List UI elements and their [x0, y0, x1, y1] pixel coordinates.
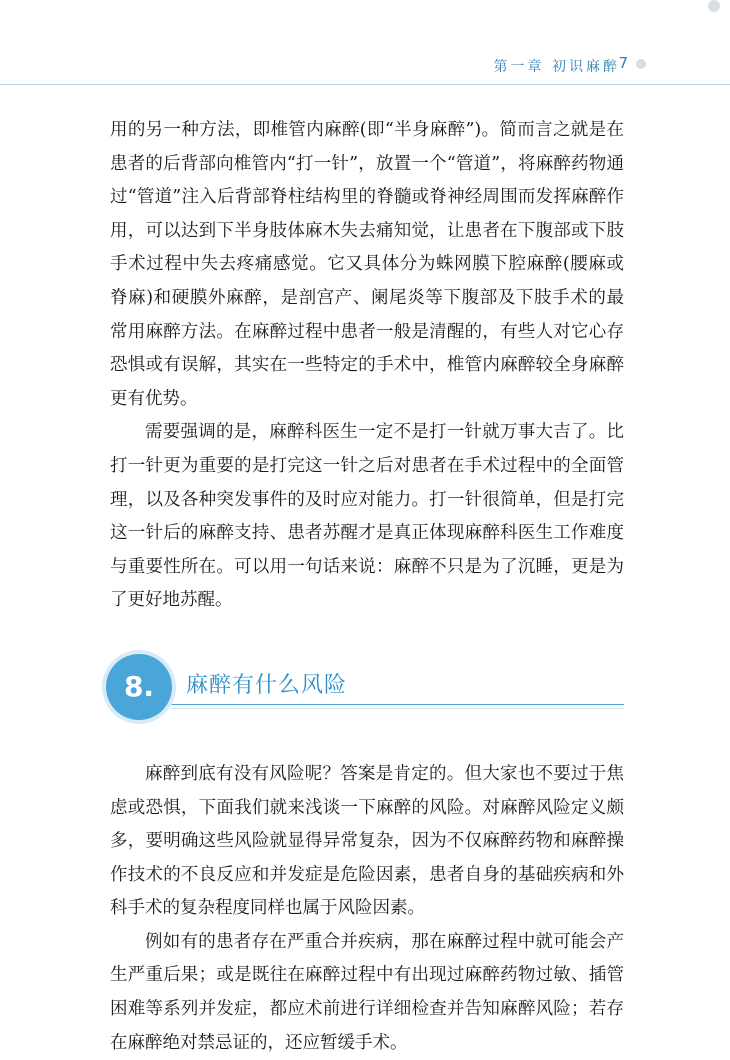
- paragraph-1: 用的另一种方法，即椎管内麻醉(即“半身麻醉”)。简而言之就是在患者的后背部向椎管内“打一针”，放置一个“管道”，将麻醉药物通过“管道”注入后背部脊柱结构里的脊髓或脊神经周围而发挥麻醉作用，可以达到下半身肢体麻木失去痛知觉，让患者在下腹部或下肢手术过程中失去疼痛感觉。它又具体分为蛛网膜下腔麻醉(腰麻或脊麻)和硬膜外麻醉，是剖宫产、阑尾炎等下腹部及下肢手术的最常用麻醉方法。在麻醉过程中患者一般是清醒的，有些人对它心存恐惧或有误解，其实在一些特定的手术中，椎管内麻醉较全身麻醉更有优势。: [110, 120, 624, 409]
- chapter-title: 第一章 初识麻醉: [493, 59, 620, 75]
- page-header: [0, 0, 730, 90]
- page-number: 7: [618, 54, 628, 72]
- section-title: 麻醉有什么风险: [186, 672, 348, 698]
- header-rule: [0, 84, 730, 85]
- header-dot: [636, 59, 646, 69]
- paragraph-3: 麻醉到底有没有风险呢？答案是肯定的。但大家也不要过于焦虑或恐惧，下面我们就来浅谈一下麻醉的风险。对麻醉风险定义颇多，要明确这些风险就显得异常复杂，因为不仅麻醉药物和麻醉操作技术的不良反应和并发症是危险因素，患者自身的基础疾病和外科手术的复杂程度同样也属于风险因素。: [110, 763, 624, 919]
- corner-mark: [708, 0, 720, 12]
- section-rule: [168, 704, 624, 705]
- paragraph-2: 需要强调的是，麻醉科医生一定不是打一针就万事大吉了。比打一针更为重要的是打完这一针之后对患者在手术过程中的全面管理，以及各种突发事件的及时应对能力。打一针很简单，但是打完这一针后的麻醉支持、患者苏醒才是真正体现麻醉科医生工作难度与重要性所在。可以用一句话来说：麻醉不只是为了沉睡，更是为了更好地苏醒。: [110, 422, 624, 611]
- paragraph-4: 例如有的患者存在严重合并疾病，那在麻醉过程中就可能会产生严重后果；或是既往在麻醉过程中有出现过麻醉药物过敏、插管困难等系列并发症，都应术前进行详细检查并告知麻醉风险；若存在麻醉绝对禁忌证的，还应暂缓手术。: [110, 931, 624, 1053]
- section-rule-under: [172, 708, 624, 709]
- section-number-badge: 8.: [106, 654, 172, 720]
- section-heading: [110, 654, 624, 740]
- page-content: [110, 114, 624, 1060]
